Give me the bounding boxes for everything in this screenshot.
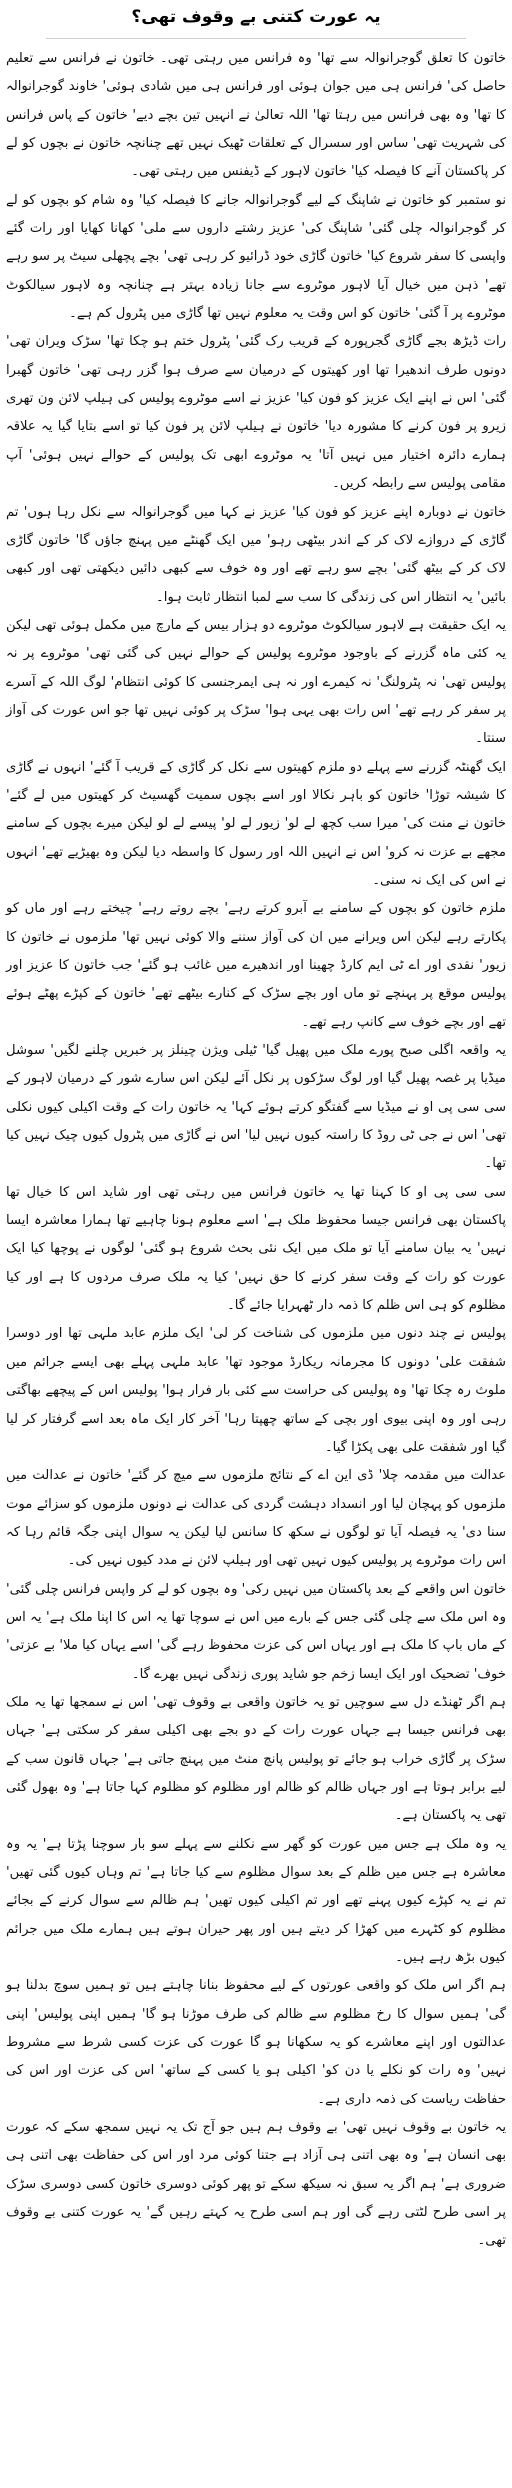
article-paragraph: سی سی پی او کا کہنا تھا یہ خاتون فرانس میں رہتی تھی اور شاید اس کا خیال تھا پاکستان بھی فرانس جیسا محفوظ ملک ہے' اسے معلوم ہونا چاہیے تھا ہمارا معاشرہ ایسا نہیں' یہ بیان سامنے آیا تو ملک میں ایک نئی بحث شروع ہو گئی' لوگوں نے پوچھا کیا ایک عورت کو رات کے وقت سفر کرنے کا حق نہیں' کیا یہ ملک صرف مردوں کا ہے اور کیا مظلوم کو ہی اس ظلم کا ذمہ دار ٹھہرایا جائے گا۔ bbox=[6, 1184, 506, 1314]
article-paragraph: ملزم خاتون کو بچوں کے سامنے بے آبرو کرتے رہے' بچے روتے رہے' چیختے رہے اور ماں کو پکارتے رہے لیکن اس ویرانے میں ان کی آواز سننے والا کوئی نہیں تھا' ملزموں نے خاتون کا زیور' نقدی اور اے ٹی ایم کارڈ چھینا اور اندھیرے میں غائب ہو گئے' جب خاتون کا عزیز اور پولیس موقع پر پہنچے تو ماں اور بچے سڑک کے کنارے بیٹھے تھے' خاتون کے کپڑے پھٹے ہوئے تھے اور بچے خوف سے کانپ رہے تھے۔ bbox=[6, 901, 506, 1030]
article-paragraph: خاتون کا تعلق گوجرانوالہ سے تھا' وہ فرانس میں رہتی تھی۔ خاتون نے فرانس سے تعلیم حاصل کی' فرانس ہی میں جوان ہوئی اور فرانس ہی میں شادی ہوئی' خاوند گوجرانوالہ کا تھا' وہ بھی فرانس میں رہتا تھا' اللہ تعالیٰ نے انہیں تین بچے دیے' خاتون کے پاس فرانس کی شہریت تھی' ساس اور سسرال کے تعلقات ٹھیک نہیں تھے چنانچہ خاتون نے بچوں کو لے کر پاکستان آنے کا فیصلہ کیا' خاتون لاہور کے ڈیفنس میں رہتی تھی۔ bbox=[6, 51, 506, 180]
headline-divider bbox=[46, 38, 466, 39]
article-paragraph: عدالت میں مقدمہ چلا' ڈی این اے کے نتائج ملزموں سے میچ کر گئے' خاتون نے عدالت میں ملزموں کو پہچان لیا اور انسداد دہشت گردی کی عدالت نے دونوں ملزموں کو سزائے موت سنا دی' یہ فیصلہ آیا تو لوگوں نے سکھ کا سانس لیا لیکن یہ سوال اپنی جگہ قائم رہا کہ اس رات موٹروے پر پولیس کیوں نہیں تھی اور ہیلپ لائن نے مدد کیوں نہیں کی۔ bbox=[6, 1468, 506, 1569]
article-paragraph: یہ وہ ملک ہے جس میں عورت کو گھر سے نکلنے سے پہلے سو بار سوچنا پڑتا ہے' یہ وہ معاشرہ ہے جس میں ظلم کے بعد سوال مظلوم سے کیا جاتا ہے' تم وہاں کیوں گئی تھیں' تم نے یہ کپڑے کیوں پہنے تھے اور تم اکیلی کیوں تھیں' ہم ظالم سے سوال کرنے کے بجائے مظلوم کو کٹہرے میں کھڑا کر دیتے ہیں اور پھر حیران ہوتے ہیں ہمارے ملک میں جرائم کیوں بڑھ رہے ہیں۔ bbox=[6, 1836, 506, 1966]
article-paragraph: ایک گھنٹہ گزرنے سے پہلے دو ملزم کھیتوں سے نکل کر گاڑی کے قریب آ گئے' انہوں نے گاڑی کا شیشہ توڑا' خاتون کو باہر نکالا اور اسے بچوں سمیت گھسیٹ کر کھیتوں میں لے گئے' خاتون نے منت کی' میرا سب کچھ لے لو' زیور لے لو' پیسے لے لو لیکن میرے بچوں کے سامنے مجھے بے عزت نہ کرو' اس نے انہیں اللہ اور رسول کا واسطہ دیا لیکن وہ بھیڑیے تھے' انہوں نے اس کی ایک نہ سنی۔ bbox=[6, 759, 506, 888]
article-paragraph: ہم اگر اس ملک کو واقعی عورتوں کے لیے محفوظ بنانا چاہتے ہیں تو ہمیں سوچ بدلنا ہو گی' ہمیں سوال کا رخ مظلوم سے ظالم کی طرف موڑنا ہو گا' ہمیں اپنی پولیس' اپنی عدالتوں اور اپنے معاشرے کو یہ سکھانا ہو گا عورت کی عزت کسی شرط سے مشروط نہیں' وہ رات کو نکلے یا دن کو' اکیلی ہو یا کسی کے ساتھ' اس کی عزت اور اس کی حفاظت ریاست کی ذمہ داری ہے۔ bbox=[6, 1978, 506, 2107]
article-paragraph: ہم اگر ٹھنڈے دل سے سوچیں تو یہ خاتون واقعی بے وقوف تھی' اس نے سمجھا تھا یہ ملک بھی فرانس جیسا ہے جہاں عورت رات کے دو بجے بھی اکیلی سفر کر سکتی ہے' جہاں سڑک پر گاڑی خراب ہو جائے تو پولیس پانچ منٹ میں پہنچ جاتی ہے' جہاں قانون سب کے لیے برابر ہوتا ہے اور جہاں ظالم کو ظالم اور مظلوم کو مظلوم کہا جاتا ہے' وہ بھول گئی تھی یہ پاکستان ہے۔ bbox=[6, 1694, 506, 1824]
article-paragraph: یہ خاتون بے وقوف نہیں تھی' بے وقوف ہم ہیں جو آج تک یہ نہیں سمجھ سکے کہ عورت بھی انسان ہے' وہ بھی اتنی ہی آزاد ہے جتنا کوئی مرد اور اس کی حفاظت بھی اتنی ہی ضروری ہے' ہم اگر یہ سبق نہ سیکھ سکے تو پھر کوئی دوسری خاتون کسی دوسری سڑک پر اسی طرح لٹتی رہے گی اور ہم اسی طرح یہ کہتے رہیں گے' یہ عورت کتنی بے وقوف تھی۔ bbox=[6, 2120, 506, 2249]
article-paragraph: خاتون اس واقعے کے بعد پاکستان میں نہیں رکی' وہ بچوں کو لے کر واپس فرانس چلی گئی' وہ اس ملک سے چلی گئی جس کے بارے میں اس نے سوچا تھا یہ اس کا اپنا ملک ہے' یہ اس کے ماں باپ کا ملک ہے اور یہاں اس کی عزت محفوظ رہے گی' اسے یہاں کیا ملا' بے عزتی' خوف' تضحیک اور ایک ایسا زخم جو شاید پوری زندگی نہیں بھرے گا۔ bbox=[6, 1581, 506, 1682]
article-body bbox=[6, 45, 506, 2256]
article-paragraph: یہ ایک حقیقت ہے لاہور سیالکوٹ موٹروے دو ہزار بیس کے مارچ میں مکمل ہوئی تھی لیکن یہ کئی ماہ گزرنے کے باوجود موٹروے پولیس کے حوالے نہیں کی گئی تھی' موٹروے پر نہ پولیس تھی' نہ پٹرولنگ' نہ کیمرے اور نہ ہی ایمرجنسی کا کوئی انتظام' لوگ اللہ کے آسرے پر سفر کر رہے تھے' اس رات بھی یہی ہوا' سڑک پر کوئی نہیں تھا جو اس عورت کی آواز سنتا۔ bbox=[6, 617, 506, 747]
article-headline: یہ عورت کتنی بے وقوف تھی؟ bbox=[131, 7, 381, 27]
article-paragraph: رات ڈیڑھ بجے گاڑی گجرپورہ کے قریب رک گئی' پٹرول ختم ہو چکا تھا' سڑک ویران تھی' دونوں طرف اندھیرا تھا اور کھیتوں کے درمیان سے صرف ہوا گزر رہی تھی' خاتون گھبرا گئی' اس نے اپنے ایک عزیز کو فون کیا' عزیز نے اسے موٹروے پولیس کی ہیلپ لائن ون تھری زیرو پر فون کرنے کا مشورہ دیا' خاتون نے ہیلپ لائن پر فون کیا تو اسے بتایا گیا یہ علاقہ ہمارے دائرہ اختیار میں نہیں آتا' یہ موٹروے ابھی تک پولیس کے حوالے نہیں ہوئی' آپ مقامی پولیس سے رابطہ کریں۔ bbox=[6, 334, 506, 492]
article-paragraph: یہ واقعہ اگلی صبح پورے ملک میں پھیل گیا' ٹیلی ویژن چینلز پر خبریں چلنے لگیں' سوشل میڈیا پر غصہ پھیل گیا اور لوگ سڑکوں پر نکل آئے لیکن اس سارے شور کے درمیان لاہور کے سی سی پی او نے میڈیا سے گفتگو کرتے ہوئے کہا' یہ خاتون رات کے وقت اکیلی کیوں نکلی تھی' اس نے جی ٹی روڈ کا راستہ کیوں نہیں لیا' اس نے گاڑی میں پٹرول کیوں چیک نہیں کیا تھا۔ bbox=[6, 1043, 506, 1172]
article-paragraph: خاتون نے دوبارہ اپنے عزیز کو فون کیا' عزیز نے کہا میں گوجرانوالہ سے نکل رہا ہوں' تم گاڑی کے دروازے لاک کر کے اندر بیٹھی رہو' میں ایک گھنٹے میں پہنچ جاؤں گا' خاتون گاڑی لاک کر کے بیٹھ گئی' بچے سو رہے تھے اور وہ خوف سے کبھی دائیں دیکھتی تھی اور کبھی بائیں' یہ انتظار اس کی زندگی کا سب سے لمبا انتظار ثابت ہوا۔ bbox=[6, 504, 506, 605]
article-paragraph: پولیس نے چند دنوں میں ملزموں کی شناخت کر لی' ایک ملزم عابد ملہی تھا اور دوسرا شفقت علی' دونوں کا مجرمانہ ریکارڈ موجود تھا' عابد ملہی پہلے بھی ایسے جرائم میں ملوث رہ چکا تھا' وہ پولیس کی حراست سے کئی بار فرار ہوا' پولیس اس کے پیچھے بھاگتی رہی اور وہ اپنی بیوی اور بچی کے ساتھ چھپتا رہا' آخر کار ایک ماہ بعد اسے گرفتار کر لیا گیا اور شفقت علی بھی پکڑا گیا۔ bbox=[6, 1326, 506, 1455]
article-paragraph: نو ستمبر کو خاتون نے شاپنگ کے لیے گوجرانوالہ جانے کا فیصلہ کیا' وہ شام کو بچوں کو لے کر گوجرانوالہ چلی گئی' شاپنگ کی' عزیز رشتے داروں سے ملی' کھانا کھایا اور رات گئے واپسی کا سفر شروع کیا' خاتون گاڑی خود ڈرائیو کر رہی تھی' بچے پچھلی سیٹ پر سو رہے تھے' ذہن میں خیال آیا لاہور موٹروے سے جانا زیادہ بہتر ہے چنانچہ وہ لاہور سیالکوٹ موٹروے پر آ گئی' خاتون کو اس وقت یہ معلوم نہیں تھا گاڑی میں پٹرول کم ہے۔ bbox=[6, 192, 506, 322]
